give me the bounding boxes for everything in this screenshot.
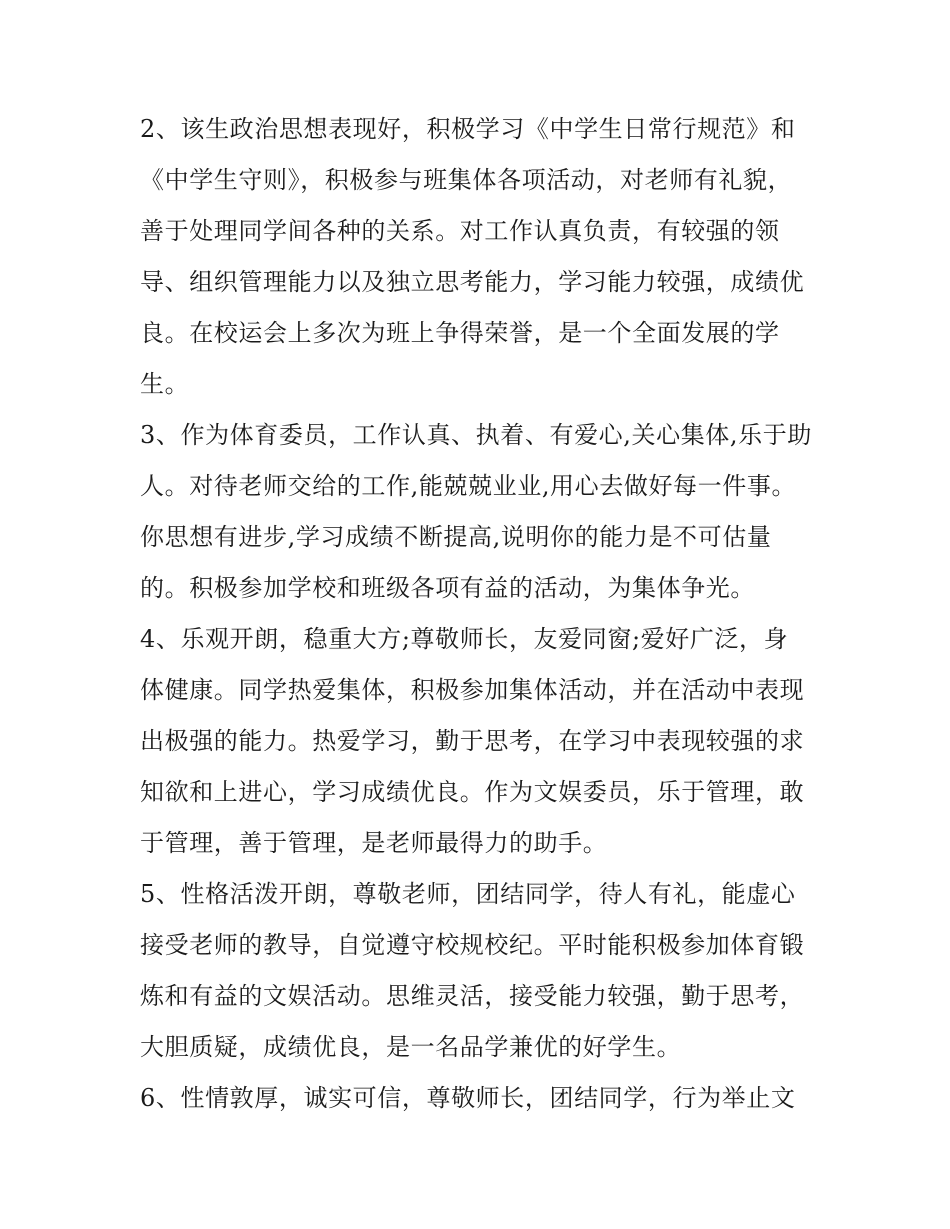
document-body [140,104,820,1124]
text-line: 生。 [140,370,190,398]
text-line: 3、作为体育委员，工作认真、执着、有爱心,关心集体,乐于助 [140,421,812,449]
text-line: 《中学生守则》，积极参与班集体各项活动，对老师有礼貌， [140,166,793,194]
text-line: 2、该生政治思想表现好，积极学习《中学生日常行规范》和 [140,115,796,143]
text-line: 良。在校运会上多次为班上争得荣誉，是一个全面发展的学 [140,319,780,347]
text-line: 出极强的能力。热爱学习，勤于思考，在学习中表现较强的求 [140,727,805,755]
text-line: 大胆质疑，成绩优良，是一名品学兼优的好学生。 [140,1033,682,1061]
paragraph-4 [140,614,820,869]
paragraph-5 [140,869,820,1073]
text-line: 知欲和上进心，学习成绩优良。作为文娱委员，乐于管理，敢 [140,778,805,806]
paragraph-3 [140,410,820,614]
text-line: 人。对待老师交给的工作,能兢兢业业,用心去做好每一件事。 [140,472,797,500]
paragraph-2 [140,104,820,410]
text-line: 的。积极参加学校和班级各项有益的活动，为集体争光。 [140,574,755,602]
text-line: 接受老师的教导，自觉遵守校规校纪。平时能积极参加体育锻 [140,931,805,959]
text-line: 炼和有益的文娱活动。思维灵活，接受能力较强，勤于思考， [140,982,805,1010]
text-line: 于管理，善于管理，是老师最得力的助手。 [140,829,608,857]
text-line: 善于处理同学间各种的关系。对工作认真负责，有较强的领 [140,217,780,245]
text-line: 导、组织管理能力以及独立思考能力，学习能力较强，成绩优 [140,268,805,296]
text-line: 5、性格活泼开朗，尊敬老师，团结同学，待人有礼，能虚心 [140,880,796,908]
text-line: 6、性情敦厚，诚实可信，尊敬师长，团结同学，行为举止文 [140,1084,796,1112]
paragraph-6 [140,1073,820,1124]
text-line: 4、乐观开朗，稳重大方;尊敬师长，友爱同窗;爱好广泛，身 [140,625,789,653]
text-line: 体健康。同学热爱集体，积极参加集体活动，并在活动中表现 [140,676,805,704]
text-line: 你思想有进步,学习成绩不断提高,说明你的能力是不可估量 [140,523,772,551]
